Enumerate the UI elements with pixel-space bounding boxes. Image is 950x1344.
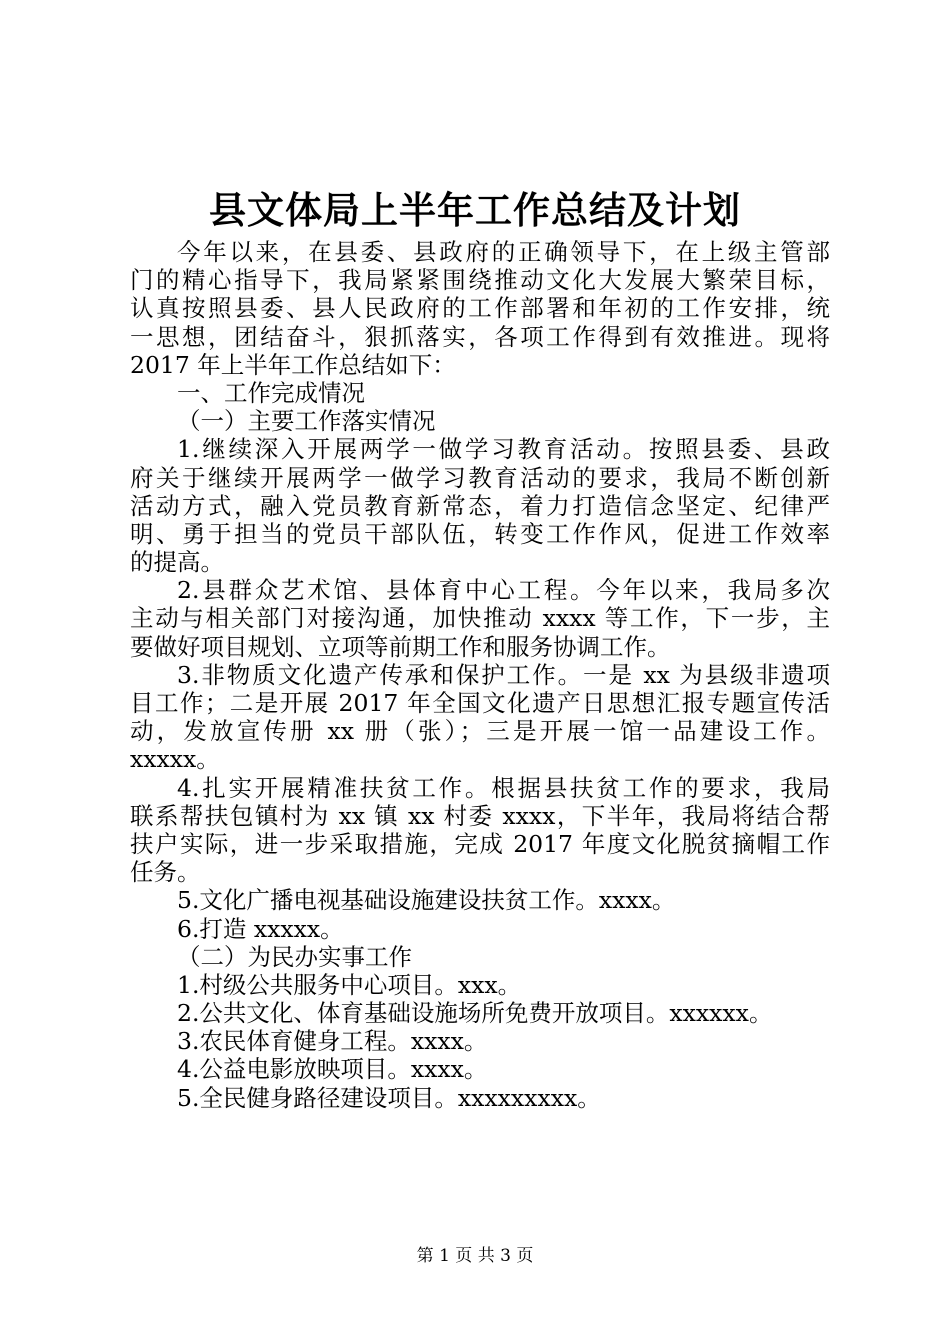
document-title: 县文体局上半年工作总结及计划 [209,188,741,232]
body-line: 动，发放宣传册 xx 册（张）；三是开展一馆一品建设工作。 [130,717,830,746]
subsection-heading: （二）为民办实事工作 [177,942,412,971]
body-line: 联系帮扶包镇村为 xx 镇 xx 村委 xxxx，下半年，我局将结合帮 [130,801,830,830]
body-line: 主动与相关部门对接沟通，加快推动 xxxx 等工作，下一步，主 [130,604,830,633]
body-line: 3.非物质文化遗产传承和保护工作。一是 xx 为县级非遗项 [177,660,830,689]
list-item: 5.文化广播电视基础设施建设扶贫工作。xxxx。 [177,886,676,915]
body-line: 要做好项目规划、立项等前期工作和服务协调工作。 [130,632,671,661]
list-item: 1.村级公共服务中心项目。xxx。 [177,970,522,999]
body-line: 2017 年上半年工作总结如下： [130,350,456,379]
document-body [130,238,830,1112]
body-line: 4.扎实开展精准扶贫工作。根据县扶贫工作的要求，我局 [177,773,830,802]
body-line: 一思想，团结奋斗，狠抓落实，各项工作得到有效推进。现将 [130,322,830,351]
list-item: 5.全民健身路径建设项目。xxxxxxxxx。 [177,1083,601,1112]
body-line: xxxxx。 [130,745,220,774]
list-item: 2.公共文化、体育基础设施场所免费开放项目。xxxxxx。 [177,999,773,1028]
body-line: 2.县群众艺术馆、县体育中心工程。今年以来，我局多次 [177,576,830,605]
body-line: 府关于继续开展两学一做学习教育活动的要求，我局不断创新 [130,463,830,492]
body-line: 扶户实际，进一步采取措施，完成 2017 年度文化脱贫摘帽工作 [130,829,830,858]
page-number-footer: 第 1 页 共 3 页 [416,1246,534,1266]
list-item: 3.农民体育健身工程。xxxx。 [177,1027,488,1056]
section-heading: 一、工作完成情况 [177,378,365,407]
body-line: 认真按照县委、县人民政府的工作部署和年初的工作安排，统 [130,294,830,323]
body-line: 今年以来，在县委、县政府的正确领导下，在上级主管部 [177,238,830,266]
body-line: 的提高。 [130,548,224,577]
body-line: 活动方式，融入党员教育新常态，着力打造信念坚定、纪律严 [130,491,830,520]
list-item: 4.公益电影放映项目。xxxx。 [177,1055,488,1084]
body-line: 1.继续深入开展两学一做学习教育活动。按照县委、县政 [177,435,830,464]
body-line: 门的精心指导下，我局紧紧围绕推动文化大发展大繁荣目标， [130,266,830,295]
body-line: 目工作；二是开展 2017 年全国文化遗产日思想汇报专题宣传活 [130,689,830,717]
body-line: 任务。 [130,858,201,887]
body-line: 明、勇于担当的党员干部队伍，转变工作作风，促进工作效率 [130,519,830,548]
subsection-heading: （一）主要工作落实情况 [177,407,436,436]
list-item: 6.打造 xxxxx。 [177,914,344,943]
